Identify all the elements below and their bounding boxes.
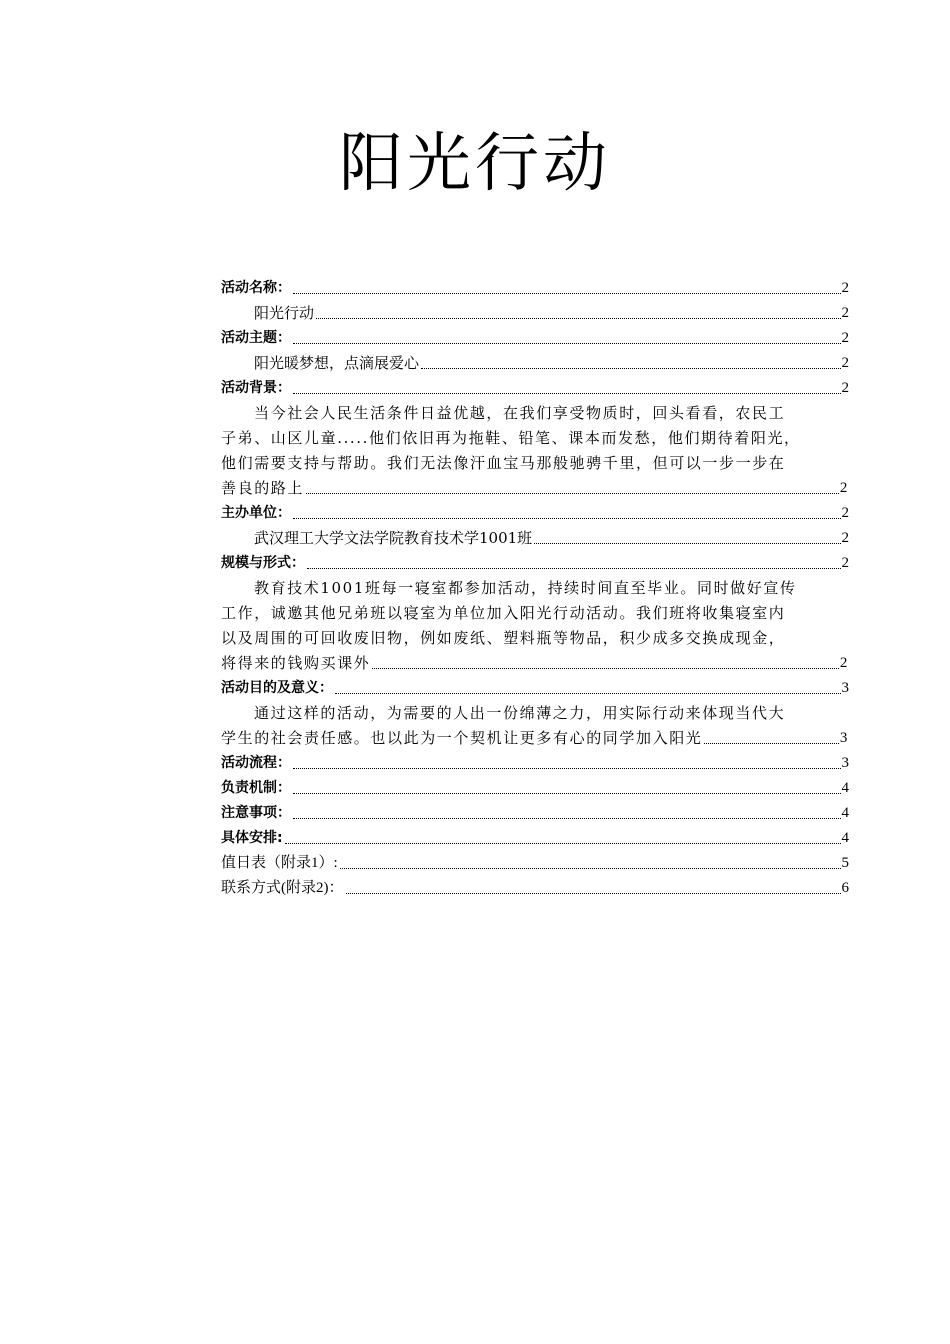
toc-entry-activity-theme[interactable] bbox=[221, 326, 849, 351]
paragraph-last-line bbox=[221, 476, 849, 501]
toc-page-number: 2 bbox=[839, 655, 849, 671]
dot-leader bbox=[293, 393, 841, 394]
toc-page-number: 2 bbox=[841, 280, 849, 296]
toc-page-number: 5 bbox=[841, 855, 849, 871]
toc-entry-label: 阳光行动 bbox=[254, 304, 315, 322]
dot-leader bbox=[316, 318, 840, 319]
dot-leader bbox=[704, 743, 838, 744]
dot-leader bbox=[306, 493, 839, 494]
dot-leader bbox=[335, 693, 841, 694]
toc-entry-label: 主办单位： bbox=[221, 505, 291, 521]
toc-page-number: 3 bbox=[841, 680, 849, 696]
paragraph-line: 善良的路上 bbox=[221, 479, 305, 497]
toc-page-number: 2 bbox=[841, 380, 849, 396]
toc-page-number: 2 bbox=[841, 530, 849, 546]
dot-leader bbox=[293, 793, 841, 794]
toc-entry-label: 值日表（附录1）: bbox=[221, 855, 338, 871]
toc-page-number: 3 bbox=[839, 730, 849, 746]
toc-page-number: 4 bbox=[841, 830, 849, 846]
toc-page-number: 3 bbox=[841, 755, 849, 771]
toc-entry-purpose[interactable] bbox=[221, 676, 849, 701]
paragraph-line: 子弟、山区儿童.....他们依旧再为拖鞋、铅笔、课本而发愁，他们期待着阳光， bbox=[221, 429, 801, 447]
toc-entry-label: 武汉理工大学文法学院教育技术学1001班 bbox=[254, 529, 533, 547]
toc-entry-contact[interactable] bbox=[221, 876, 849, 901]
paragraph-line: 他们需要支持与帮助。我们无法像汗血宝马那般驰骋千里，但可以一步一步在 bbox=[221, 454, 786, 472]
toc-entry-organizer[interactable] bbox=[221, 501, 849, 526]
paragraph-line: 通过这样的活动，为需要的人出一份绵薄之力，用实际行动来体现当代大 bbox=[254, 704, 786, 722]
dot-leader bbox=[293, 343, 841, 344]
paragraph-line: 将得来的钱购买课外 bbox=[221, 654, 371, 672]
toc-page-number: 2 bbox=[841, 355, 849, 371]
toc-page-number: 2 bbox=[841, 555, 849, 571]
paragraph-line: 工作，诚邀其他兄弟班以寝室为单位加入阳光行动活动。我们班将收集寝室内 bbox=[221, 604, 786, 622]
dot-leader bbox=[293, 518, 841, 519]
dot-leader bbox=[293, 818, 841, 819]
toc-entry-responsibility[interactable] bbox=[221, 776, 849, 801]
toc-page-number: 2 bbox=[841, 305, 849, 321]
dot-leader bbox=[372, 668, 838, 669]
paragraph-last-line bbox=[221, 651, 849, 676]
toc-entry-label: 具体安排: bbox=[221, 830, 283, 846]
dot-leader bbox=[421, 368, 840, 369]
toc-page-number: 2 bbox=[841, 330, 849, 346]
dot-leader bbox=[340, 868, 841, 869]
toc-entry-duty-roster[interactable] bbox=[221, 851, 849, 876]
table-of-contents bbox=[221, 276, 849, 901]
toc-entry-notes[interactable] bbox=[221, 801, 849, 826]
toc-entry-process[interactable] bbox=[221, 751, 849, 776]
paragraph-line: 以及周围的可回收废旧物，例如废纸、塑料瓶等物品，积少成多交换成现金， bbox=[221, 629, 786, 647]
paragraph-line: 学生的社会责任感。也以此为一个契机让更多有心的同学加入阳光 bbox=[221, 729, 703, 747]
dot-leader bbox=[285, 843, 841, 844]
toc-entry-label: 规模与形式： bbox=[221, 555, 305, 571]
toc-paragraph-purpose[interactable] bbox=[221, 701, 849, 751]
toc-entry-label: 活动主题： bbox=[221, 330, 291, 346]
paragraph-line: 当今社会人民生活条件日益优越，在我们享受物质时，回头看看，农民工 bbox=[254, 404, 786, 422]
paragraph-line: 教育技术1001班每一寝室都参加活动，持续时间直至毕业。同时做好宣传 bbox=[254, 579, 797, 597]
toc-entry-activity-theme-value[interactable] bbox=[221, 351, 849, 376]
toc-entry-arrangement[interactable] bbox=[221, 826, 849, 851]
dot-leader bbox=[293, 293, 841, 294]
toc-entry-label: 活动流程： bbox=[221, 755, 291, 771]
toc-entry-label: 联系方式(附录2)： bbox=[221, 880, 344, 896]
toc-page-number: 2 bbox=[841, 505, 849, 521]
dot-leader bbox=[307, 568, 841, 569]
toc-entry-label: 活动目的及意义： bbox=[221, 680, 333, 696]
dot-leader bbox=[293, 768, 841, 769]
paragraph-last-line bbox=[221, 726, 849, 751]
toc-entry-activity-name[interactable] bbox=[221, 276, 849, 301]
toc-entry-scale-and-form[interactable] bbox=[221, 551, 849, 576]
dot-leader bbox=[534, 543, 840, 544]
toc-page-number: 4 bbox=[841, 780, 849, 796]
toc-entry-label: 注意事项： bbox=[221, 805, 291, 821]
toc-paragraph-background[interactable] bbox=[221, 401, 849, 501]
toc-entry-label: 阳光暖梦想，点滴展爱心 bbox=[254, 354, 420, 372]
toc-page-number: 6 bbox=[841, 880, 849, 896]
toc-entry-activity-name-value[interactable] bbox=[221, 301, 849, 326]
document-title: 阳光行动 bbox=[339, 127, 611, 201]
toc-page-number: 2 bbox=[839, 480, 849, 496]
toc-entry-label: 活动名称： bbox=[221, 280, 291, 296]
dot-leader bbox=[346, 893, 841, 894]
toc-entry-activity-background[interactable] bbox=[221, 376, 849, 401]
toc-paragraph-scale[interactable] bbox=[221, 576, 849, 676]
toc-entry-organizer-value[interactable] bbox=[221, 526, 849, 551]
toc-page-number: 4 bbox=[841, 805, 849, 821]
toc-entry-label: 负责机制： bbox=[221, 780, 291, 796]
toc-entry-label: 活动背景： bbox=[221, 380, 291, 396]
